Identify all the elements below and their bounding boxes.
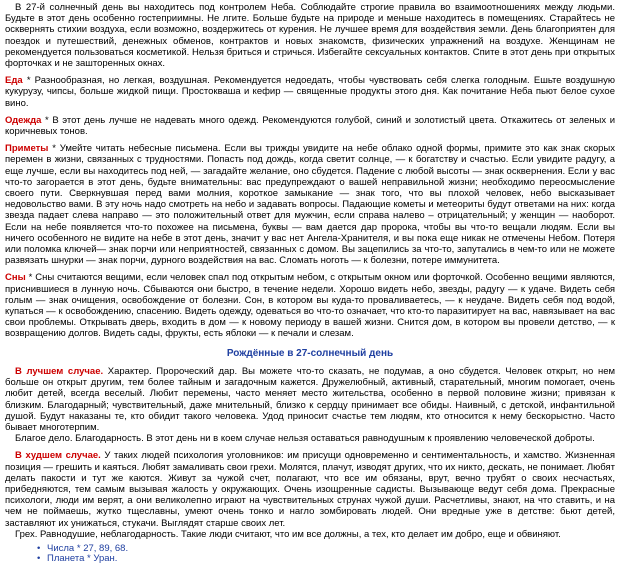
planet-link[interactable]: Планета	[47, 553, 85, 565]
link-list	[37, 544, 615, 565]
worst-case-label: В худшем случае.	[15, 450, 101, 462]
dreams-label: Сны	[5, 272, 26, 284]
planet-value: * Уран.	[87, 553, 118, 565]
list-item-numbers[interactable]	[37, 544, 615, 555]
best-case-text: Характер. Пророческий дар. Вы можете что-то сказать, не подумав, а оно сбудется. Человек открыт, но нем больше он открыт другим, тем более тайным и загадочным кажется. Дружелюбный, активный, старательный, многим помогает, очень любит детей, всегда веселый. Любит перемены, часто меняет место жительства, особенно в первой половине жизни; привязан к близким. Благодарный; чувствительный, даже мнительный, близко к сердцу принимает все обиды. Наивный, с детской, инфантильной душой. Будут наказаны те, кто обидит такого человека. Удод приносит счастье тем людям, кто относится к нему бескорыстно. Часто бывает многотерпим.	[5, 365, 616, 433]
dreams-paragraph	[5, 272, 615, 339]
dreams-text: * Сны считаются вещими, если человек спал под открытым небом, с открытым окном или форточкой. Особенно вещими являются, приснившиеся в лунную ночь. Сбываются они быстро, в течение недели. Хорошо видеть небо, звезды, радугу — к удаче. Видеть себя голым — знак очищения, освобождение от болезни. Сон, в котором вы куда-то проваливаетесь, — к неудаче. Видеть себя под водой, купаться — к освобождению, спасению. Видеть одежду, одеваться во что-то означает, что кто-то паразитирует на вас, навязывает на вас свои проблемы. Открывать дверь, входить в дом — к новому периоду в вашей жизни. Снится дом, в котором вы провели детство, — к возвращению долгов. Видеть сады, фрукты, есть яблоки — к печали и слезам.	[5, 272, 615, 340]
best-case-extra: Благое дело. Благодарность. В этот день ни в коем случае нельзя оставаться равнодушным к проявлению человеческой доброты.	[15, 433, 595, 445]
worst-case-text: У таких людей психология уголовников: им присущи одновременно и сентиментальность, и хамство. Жизненная позиция — грешить и каяться. Любят замаливать свои грехи. Молятся, плачут, изводят других, что их никто, дескать, не понимает. Любят делать пакости и тут же каются. Живут за чужой счет, полагают, что все им обязаны, врут, вечно трубят о своих несчастьях, прибедняются, тем самым вызывая жалость у окружающих. Очень изощренные садисты. Вызывающе ведут себя дома. Прекрасные психологи, люди им верят, а они великолепно играют на чувствительных струнах чужой души. Расчетливы, знают, на что ставить, и на чем не поймаешь, жутко тщеславны, умеют очень тонко и нагло зомбировать людей. Они вредные уже в детстве: бьют детей, заставляют их унижаться, стукачи. Выглядят старше своих лет.	[5, 450, 615, 529]
clothes-paragraph	[5, 115, 615, 137]
omens-label: Приметы	[5, 143, 49, 155]
numbers-link[interactable]: Числа	[47, 542, 75, 554]
intro-paragraph: В 27-й солнечный день вы находитесь под контролем Неба. Соблюдайте строгие правила во взаимоотношениях между людьми. Будьте в этот день особенно гостеприимны. Не лгите. Больше будьте на природе и меньше находитесь в помещениях. Старайтесь не осквернять стихии воздуха, если возможно, воздержитесь от курения. Не лучшее время для воздействия земли. День благоприятен для поездок и путешествий, денежных обменов, контрактов и новых знакомств, физических упражнений на воздухе. Женщинам не рекомендуется пользоваться косметикой. Нельзя бриться и стричься. Избегайте сексуальных контактов. Спите в этот день при открытых форточках и не зашторенных окнах.	[5, 2, 615, 70]
clothes-label: Одежда	[5, 114, 42, 126]
born-section-title: Рождённые в 27-солнечный день	[226, 347, 394, 359]
list-item-planet[interactable]	[37, 554, 615, 565]
omens-text: * Умейте читать небесные письмена. Если вы трижды увидите на небе облако одной формы, примите это как знак скорых перемен в жизни, связанных с трудностями. Попасть под дождь, когда светит солнце, — к богатству и счастью. Если увидите радугу, а еще лучше, если вы находитесь под ней, — загадайте желание, оно сбудется. Падение с любой высоты — знак осквернения. Если у вас что-то загорается в этот день, будьте внимательны: вас предупреждают о вашей неправильной жизни; необходимо переосмысление своего пути. Сверкнувшая перед вами молния, короткое замыкание — знак того, что вы плохой человек, небо высказывает недовольство вами. В эту ночь надо смотреть на небо и задавать вопросы. Падающие кометы и метеориты будут ответами на них: когда звезда падает слева направо — это положительный ответ для мужчин, если справа налево – отрицательный; у женщин — наоборот. Если на небе появляется что-то похожее на письмена, буквы — вам дается дар пророка, чтобы вы что-то вещали людям. Если вы ничего особенного не видите на небе в этот день, значит у вас нет Ангела-Хранителя, и вы пока еще никак не отмечены Небом. Потеря или поломка ключей— знак порчи или неприятностей, связанных с домом. Вы зацепились за что-то, запутались в чем-то или не можете развязать шнурки — знак порчи, дурного воздействия на вас. Сломать ноготь — к болезни, потере иммунитета.	[5, 143, 616, 267]
clothes-text: * В этот день лучше не надевать много одежд. Рекомендуются голубой, синий и золотистый цвета. Откажитесь от зеленых и коричневых тонов.	[5, 114, 615, 138]
numbers-value: * 27, 89, 68.	[76, 542, 129, 554]
food-paragraph	[5, 75, 615, 109]
food-text: * Разнообразная, но легкая, воздушная. Рекомендуется недоедать, чтобы чувствовать себя слегка голодным. Ешьте воздушную кукурузу, чипсы, больше жидкой пищи. Простокваша и кефир — священные продукты этого дня. Как почитание Неба пьют белое сухое вино.	[5, 75, 616, 109]
worst-case-extra: Грех. Равнодушие, неблагодарность. Такие люди считают, что им все должны, а тех, кто делает им добро, еще и обвиняют.	[15, 528, 561, 540]
worst-case-paragraph	[5, 450, 615, 528]
best-case-label: В лучшем случае.	[15, 365, 104, 377]
omens-paragraph	[5, 143, 615, 266]
food-label: Еда	[5, 75, 23, 87]
best-case-paragraph	[5, 366, 615, 433]
